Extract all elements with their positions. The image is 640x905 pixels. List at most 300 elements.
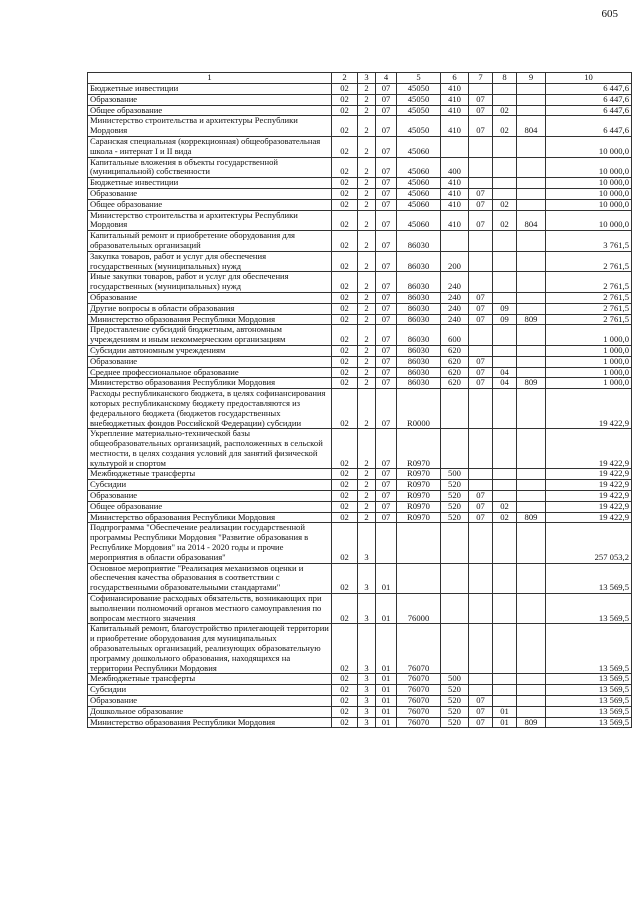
column-header: 2	[332, 73, 358, 84]
code-cell: 01	[376, 594, 397, 624]
amount-cell: 19 422,9	[546, 501, 632, 512]
code-cell	[517, 303, 546, 314]
code-cell: 240	[441, 314, 469, 325]
code-cell: 09	[493, 314, 517, 325]
code-cell: 01	[493, 717, 517, 728]
code-cell: 3	[358, 674, 376, 685]
code-cell: R0970	[397, 501, 441, 512]
code-cell: 07	[376, 84, 397, 95]
code-cell: 02	[493, 512, 517, 523]
code-cell: 76070	[397, 717, 441, 728]
code-cell	[469, 523, 493, 563]
amount-cell: 6 447,6	[546, 105, 632, 116]
code-cell: 02	[332, 199, 358, 210]
row-name-cell: Закупка товаров, работ и услуг для обеспечения государственных (муниципальных) нужд	[88, 251, 332, 272]
code-cell: 01	[376, 717, 397, 728]
code-cell: 07	[376, 512, 397, 523]
code-cell: 2	[358, 188, 376, 199]
code-cell: 01	[376, 674, 397, 685]
code-cell: 02	[332, 512, 358, 523]
code-cell: 3	[358, 717, 376, 728]
row-name-cell: Образование	[88, 696, 332, 707]
code-cell: 240	[441, 303, 469, 314]
code-cell: 520	[441, 717, 469, 728]
amount-cell: 10 000,0	[546, 210, 632, 231]
code-cell	[493, 563, 517, 593]
code-cell: 07	[376, 272, 397, 293]
code-cell	[493, 345, 517, 356]
code-cell: 07	[376, 325, 397, 346]
code-cell	[517, 136, 546, 157]
code-cell: 2	[358, 303, 376, 314]
code-cell: 86030	[397, 272, 441, 293]
code-cell: 07	[376, 136, 397, 157]
code-cell: 02	[332, 696, 358, 707]
code-cell	[469, 429, 493, 469]
code-cell: 3	[358, 706, 376, 717]
row-name-cell: Дошкольное образование	[88, 706, 332, 717]
code-cell	[517, 84, 546, 95]
code-cell	[493, 685, 517, 696]
code-cell: 86030	[397, 325, 441, 346]
code-cell: R0970	[397, 469, 441, 480]
code-cell: 07	[376, 491, 397, 502]
code-cell	[517, 356, 546, 367]
amount-cell: 2 761,5	[546, 303, 632, 314]
row-name-cell: Министерство строительства и архитектуры Республики Мордовия	[88, 116, 332, 137]
code-cell	[517, 594, 546, 624]
code-cell: 86030	[397, 345, 441, 356]
code-cell: 07	[376, 94, 397, 105]
amount-cell: 1 000,0	[546, 378, 632, 389]
code-cell: 86030	[397, 231, 441, 252]
code-cell: 02	[332, 210, 358, 231]
column-header: 7	[469, 73, 493, 84]
code-cell: 07	[469, 378, 493, 389]
code-cell	[517, 367, 546, 378]
table-row	[88, 491, 632, 502]
column-header: 10	[546, 73, 632, 84]
code-cell: 2	[358, 314, 376, 325]
code-cell	[517, 563, 546, 593]
code-cell: 02	[332, 356, 358, 367]
code-cell: 02	[332, 178, 358, 189]
code-cell: 86030	[397, 356, 441, 367]
row-name-cell: Капитальные вложения в объекты государственной (муниципальной) собственности	[88, 157, 332, 178]
code-cell	[517, 105, 546, 116]
table-row	[88, 272, 632, 293]
code-cell	[469, 674, 493, 685]
code-cell: 07	[469, 314, 493, 325]
code-cell	[441, 594, 469, 624]
code-cell	[493, 674, 517, 685]
amount-cell: 13 569,5	[546, 624, 632, 674]
table-row	[88, 231, 632, 252]
table-row	[88, 512, 632, 523]
code-cell: 76070	[397, 685, 441, 696]
code-cell: 07	[376, 480, 397, 491]
code-cell: R0970	[397, 480, 441, 491]
row-name-cell: Образование	[88, 491, 332, 502]
row-name-cell: Субсидии	[88, 480, 332, 491]
code-cell: 02	[332, 491, 358, 502]
code-cell: 410	[441, 199, 469, 210]
code-cell: 09	[493, 303, 517, 314]
code-cell: 07	[469, 303, 493, 314]
code-cell: 240	[441, 292, 469, 303]
table-body	[88, 84, 632, 728]
code-cell: 620	[441, 356, 469, 367]
code-cell: R0970	[397, 512, 441, 523]
row-name-cell: Основное мероприятие "Реализация механизмов оценки и обеспечения качества образования в соответствии с государственными образовательными стандартами"	[88, 563, 332, 593]
code-cell: 07	[469, 199, 493, 210]
amount-cell: 13 569,5	[546, 685, 632, 696]
amount-cell: 10 000,0	[546, 178, 632, 189]
table-row	[88, 501, 632, 512]
code-cell: 3	[358, 624, 376, 674]
code-cell	[517, 523, 546, 563]
code-cell	[517, 292, 546, 303]
code-cell: 3	[358, 685, 376, 696]
code-cell: 2	[358, 105, 376, 116]
row-name-cell: Капитальный ремонт, благоустройство прилегающей территории и приобретение оборудования для муниципальных образовательных организаций, реализующих образовательную программу дошкольного образования, находящихся на территории Республики Мордовия	[88, 624, 332, 674]
table-row	[88, 345, 632, 356]
code-cell	[469, 136, 493, 157]
column-header: 4	[376, 73, 397, 84]
code-cell: 07	[469, 696, 493, 707]
row-name-cell: Министерство строительства и архитектуры Республики Мордовия	[88, 210, 332, 231]
row-name-cell: Саранская специальная (коррекционная) общеобразовательная школа - интернат I и II вида	[88, 136, 332, 157]
code-cell: 02	[493, 210, 517, 231]
code-cell: 3	[358, 523, 376, 563]
code-cell: 500	[441, 469, 469, 480]
row-name-cell: Бюджетные инвестиции	[88, 178, 332, 189]
code-cell	[493, 272, 517, 293]
code-cell	[493, 429, 517, 469]
code-cell: 45050	[397, 94, 441, 105]
code-cell: 520	[441, 501, 469, 512]
code-cell	[469, 231, 493, 252]
code-cell	[517, 429, 546, 469]
code-cell: 07	[376, 429, 397, 469]
code-cell: 07	[469, 116, 493, 137]
code-cell: 520	[441, 706, 469, 717]
code-cell: 2	[358, 231, 376, 252]
code-cell	[517, 272, 546, 293]
code-cell: 2	[358, 157, 376, 178]
amount-cell: 1 000,0	[546, 367, 632, 378]
code-cell: 07	[376, 314, 397, 325]
code-cell: 2	[358, 199, 376, 210]
code-cell: 2	[358, 429, 376, 469]
code-cell: 45060	[397, 157, 441, 178]
code-cell: 02	[332, 84, 358, 95]
code-cell	[517, 157, 546, 178]
row-name-cell: Министерство образования Республики Мордовия	[88, 378, 332, 389]
code-cell: 410	[441, 94, 469, 105]
code-cell	[493, 136, 517, 157]
code-cell: 2	[358, 501, 376, 512]
amount-cell: 10 000,0	[546, 157, 632, 178]
code-cell	[469, 480, 493, 491]
code-cell: 2	[358, 378, 376, 389]
amount-cell: 3 761,5	[546, 231, 632, 252]
code-cell	[441, 523, 469, 563]
amount-cell: 2 761,5	[546, 314, 632, 325]
code-cell: 02	[332, 594, 358, 624]
code-cell: 02	[332, 325, 358, 346]
code-cell: 07	[376, 105, 397, 116]
code-cell: 02	[332, 231, 358, 252]
code-cell	[493, 469, 517, 480]
code-cell	[493, 325, 517, 346]
code-cell	[441, 231, 469, 252]
code-cell	[441, 624, 469, 674]
code-cell: 07	[376, 356, 397, 367]
code-cell	[469, 251, 493, 272]
code-cell	[469, 563, 493, 593]
code-cell	[376, 523, 397, 563]
code-cell	[493, 94, 517, 105]
row-name-cell: Капитальный ремонт и приобретение оборудования для образовательных организаций	[88, 231, 332, 252]
code-cell	[517, 345, 546, 356]
code-cell: 410	[441, 105, 469, 116]
code-cell	[517, 501, 546, 512]
row-name-cell: Общее образование	[88, 501, 332, 512]
code-cell: 07	[469, 491, 493, 502]
code-cell	[493, 594, 517, 624]
code-cell	[469, 345, 493, 356]
row-name-cell: Бюджетные инвестиции	[88, 84, 332, 95]
code-cell	[517, 624, 546, 674]
table-row	[88, 563, 632, 593]
code-cell: 07	[469, 292, 493, 303]
table-row	[88, 314, 632, 325]
table-row	[88, 210, 632, 231]
code-cell	[493, 292, 517, 303]
code-cell: 02	[493, 116, 517, 137]
page-number: 605	[601, 8, 618, 20]
code-cell: 07	[376, 303, 397, 314]
table-row	[88, 624, 632, 674]
row-name-cell: Министерство образования Республики Мордовия	[88, 314, 332, 325]
code-cell: 76070	[397, 674, 441, 685]
code-cell: 04	[493, 378, 517, 389]
code-cell: 01	[493, 706, 517, 717]
code-cell: 02	[332, 389, 358, 429]
code-cell: 01	[376, 696, 397, 707]
table-row	[88, 251, 632, 272]
code-cell: 04	[493, 367, 517, 378]
code-cell	[469, 685, 493, 696]
code-cell: 07	[376, 345, 397, 356]
table-row	[88, 356, 632, 367]
table-row	[88, 674, 632, 685]
code-cell	[517, 491, 546, 502]
amount-cell: 19 422,9	[546, 429, 632, 469]
code-cell: 809	[517, 314, 546, 325]
amount-cell: 1 000,0	[546, 356, 632, 367]
code-cell: 2	[358, 272, 376, 293]
code-cell: 07	[376, 178, 397, 189]
table-row	[88, 378, 632, 389]
code-cell	[517, 674, 546, 685]
code-cell: 02	[332, 480, 358, 491]
row-name-cell: Предоставление субсидий бюджетным, автономным учреждениям и иным некоммерческим организациям	[88, 325, 332, 346]
code-cell: 07	[469, 512, 493, 523]
code-cell: 520	[441, 696, 469, 707]
code-cell: 520	[441, 480, 469, 491]
code-cell	[469, 157, 493, 178]
code-cell: 2	[358, 356, 376, 367]
code-cell: 07	[469, 94, 493, 105]
code-cell: 07	[376, 292, 397, 303]
code-cell: 2	[358, 367, 376, 378]
code-cell: 2	[358, 325, 376, 346]
code-cell: 410	[441, 178, 469, 189]
code-cell	[493, 157, 517, 178]
code-cell: 02	[332, 378, 358, 389]
amount-cell: 13 569,5	[546, 717, 632, 728]
table-row	[88, 303, 632, 314]
code-cell: 07	[469, 210, 493, 231]
code-cell	[517, 480, 546, 491]
code-cell: 02	[332, 105, 358, 116]
code-cell: 07	[376, 501, 397, 512]
code-cell: 02	[493, 501, 517, 512]
code-cell	[469, 84, 493, 95]
code-cell: 01	[376, 685, 397, 696]
table-row	[88, 178, 632, 189]
code-cell: 02	[332, 272, 358, 293]
amount-cell: 19 422,9	[546, 480, 632, 491]
code-cell	[441, 429, 469, 469]
code-cell: 02	[332, 685, 358, 696]
code-cell: 410	[441, 116, 469, 137]
code-cell	[493, 178, 517, 189]
table-row	[88, 429, 632, 469]
amount-cell: 257 053,2	[546, 523, 632, 563]
code-cell	[469, 272, 493, 293]
amount-cell: 1 000,0	[546, 345, 632, 356]
code-cell	[517, 178, 546, 189]
code-cell: 620	[441, 367, 469, 378]
code-cell	[397, 563, 441, 593]
code-cell: 400	[441, 157, 469, 178]
code-cell: 07	[469, 706, 493, 717]
code-cell: 45050	[397, 116, 441, 137]
table-row	[88, 116, 632, 137]
code-cell: 07	[376, 157, 397, 178]
code-cell: 76070	[397, 696, 441, 707]
amount-cell: 2 761,5	[546, 272, 632, 293]
code-cell	[493, 231, 517, 252]
table-row	[88, 105, 632, 116]
code-cell: 02	[332, 94, 358, 105]
code-cell: 410	[441, 188, 469, 199]
code-cell: 02	[332, 345, 358, 356]
code-cell	[517, 389, 546, 429]
code-cell: 07	[376, 367, 397, 378]
code-cell: 07	[376, 116, 397, 137]
code-cell: 520	[441, 512, 469, 523]
column-header: 1	[88, 73, 332, 84]
amount-cell: 19 422,9	[546, 512, 632, 523]
code-cell	[517, 706, 546, 717]
row-name-cell: Укрепление материально-технической базы общеобразовательных организаций, расположенных в сельской местности, в целях создания условий для занятий физической культурой и спортом	[88, 429, 332, 469]
code-cell: 07	[469, 717, 493, 728]
code-cell: 520	[441, 491, 469, 502]
code-cell: 2	[358, 491, 376, 502]
code-cell: 45060	[397, 199, 441, 210]
code-cell	[469, 325, 493, 346]
code-cell: 45060	[397, 188, 441, 199]
amount-cell: 10 000,0	[546, 188, 632, 199]
amount-cell: 19 422,9	[546, 491, 632, 502]
row-name-cell: Образование	[88, 292, 332, 303]
row-name-cell: Министерство образования Республики Мордовия	[88, 512, 332, 523]
code-cell	[441, 563, 469, 593]
code-cell: 02	[332, 292, 358, 303]
amount-cell: 13 569,5	[546, 563, 632, 593]
code-cell	[493, 356, 517, 367]
code-cell: 07	[376, 389, 397, 429]
code-cell	[517, 231, 546, 252]
code-cell: 200	[441, 251, 469, 272]
amount-cell: 13 569,5	[546, 594, 632, 624]
row-name-cell: Субсидии автономным учреждениям	[88, 345, 332, 356]
row-name-cell: Среднее профессиональное образование	[88, 367, 332, 378]
code-cell	[517, 94, 546, 105]
code-cell	[493, 251, 517, 272]
code-cell: 2	[358, 469, 376, 480]
code-cell	[517, 685, 546, 696]
code-cell: 45060	[397, 136, 441, 157]
code-cell	[493, 84, 517, 95]
code-cell: 02	[332, 251, 358, 272]
column-header: 8	[493, 73, 517, 84]
code-cell: 2	[358, 210, 376, 231]
code-cell: 804	[517, 210, 546, 231]
row-name-cell: Общее образование	[88, 105, 332, 116]
table-row	[88, 367, 632, 378]
code-cell: 809	[517, 378, 546, 389]
column-header: 3	[358, 73, 376, 84]
row-name-cell: Иные закупки товаров, работ и услуг для обеспечения государственных (муниципальных) нужд	[88, 272, 332, 293]
amount-cell: 1 000,0	[546, 325, 632, 346]
code-cell: 07	[469, 356, 493, 367]
row-name-cell: Общее образование	[88, 199, 332, 210]
row-name-cell: Софинансирование расходных обязательств, возникающих при выполнении полномочий органов местного самоуправления по вопросам местного значения	[88, 594, 332, 624]
table-row	[88, 523, 632, 563]
code-cell	[493, 389, 517, 429]
code-cell: 01	[376, 706, 397, 717]
code-cell: 86030	[397, 314, 441, 325]
code-cell: 02	[332, 367, 358, 378]
code-cell	[469, 389, 493, 429]
amount-cell: 19 422,9	[546, 469, 632, 480]
table-row	[88, 136, 632, 157]
row-name-cell: Министерство образования Республики Мордовия	[88, 717, 332, 728]
code-cell	[441, 389, 469, 429]
code-cell: 809	[517, 717, 546, 728]
amount-cell: 10 000,0	[546, 199, 632, 210]
code-cell: 02	[332, 717, 358, 728]
code-cell: 02	[332, 116, 358, 137]
code-cell: 07	[376, 469, 397, 480]
code-cell: 45050	[397, 105, 441, 116]
code-cell: 86030	[397, 367, 441, 378]
